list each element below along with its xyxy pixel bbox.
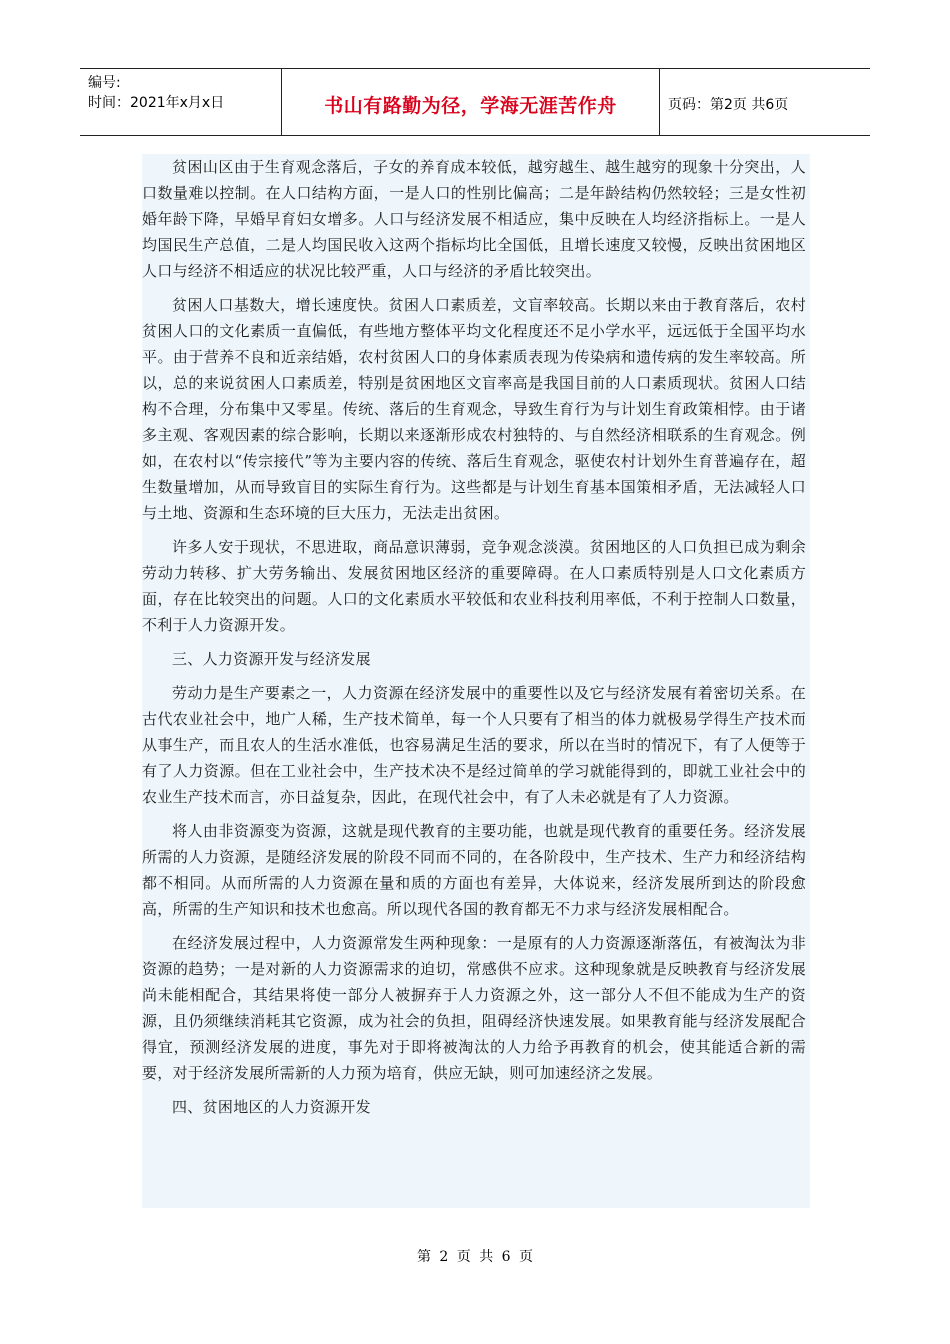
header-motto: 书山有路勤为径，学海无涯苦作舟 [282,69,660,135]
document-body [142,154,810,1208]
page-footer: 第 2 页 共 6 页 [416,1249,534,1265]
document-number-label: 编号: [88,75,121,91]
header-meta [80,69,282,135]
section-heading: 四、贫困地区的人力资源开发 [172,1098,371,1116]
header-page-info: 页码：第2页 共6页 [668,97,789,113]
paragraph: 许多人安于现状，不思进取，商品意识薄弱，竞争观念淡漠。贫困地区的人口负担已成为剩余劳动力转移、扩大劳务输出、发展贫困地区经济的重要障碍。在人口素质特别是人口文化素质方面，存在比较突出的问题。人口的文化素质水平较低和农业科技利用率低，不利于控制人口数量，不利于人力资源开发。 [142,538,806,634]
paragraph: 贫困山区由于生育观念落后，子女的养育成本较低，越穷越生、越生越穷的现象十分突出，人口数量难以控制。在人口结构方面，一是人口的性别比偏高；二是年龄结构仍然较轻；三是女性初婚年龄下降，早婚早育妇女增多。人口与经济发展不相适应，集中反映在人均经济指标上。一是人均国民生产总值，二是人均国民收入这两个指标均比全国低，且增长速度又较慢，反映出贫困地区人口与经济不相适应的状况比较严重，人口与经济的矛盾比较突出。 [142,158,806,280]
paragraph: 劳动力是生产要素之一，人力资源在经济发展中的重要性以及它与经济发展有着密切关系。在古代农业社会中，地广人稀，生产技术简单，每一个人只要有了相当的体力就极易学得生产技术而从事生产，而且农人的生活水准低，也容易满足生活的要求，所以在当时的情况下，有了人便等于有了人力资源。但在工业社会中，生产技术决不是经过简单的学习就能得到的，即就工业社会中的农业生产技术而言，亦日益复杂，因此，在现代社会中，有了人未必就是有了人力资源。 [142,684,806,806]
paragraph: 贫困人口基数大，增长速度快。贫困人口素质差，文盲率较高。长期以来由于教育落后，农村贫困人口的文化素质一直偏低，有些地方整体平均文化程度还不足小学水平，远远低于全国平均水平。由于营养不良和近亲结婚，农村贫困人口的身体素质表现为传染病和遗传病的发生率较高。所以，总的来说贫困人口素质差，特别是贫困地区文盲率高是我国目前的人口素质现状。贫困人口结构不合理，分布集中又零星。传统、落后的生育观念，导致生育行为与计划生育政策相悖。由于诸多主观、客观因素的综合影响，长期以来逐渐形成农村独特的、与自然经济相联系的生育观念。例如，在农村以“传宗接代”等为主要内容的传统、落后生育观念，驱使农村计划外生育普遍存在，超生数量增加，从而导致盲目的实际生育行为。这些都是与计划生育基本国策相矛盾，无法减轻人口与土地、资源和生态环境的巨大压力，无法走出贫困。 [142,296,806,522]
paragraph: 将人由非资源变为资源，这就是现代教育的主要功能，也就是现代教育的重要任务。经济发展所需的人力资源，是随经济发展的阶段不同而不同的，在各阶段中，生产技术、生产力和经济结构都不相同。从而所需的人力资源在量和质的方面也有差异，大体说来，经济发展所到达的阶段愈高，所需的生产知识和技术也愈高。所以现代各国的教育都无不力求与经济发展相配合。 [142,822,806,918]
paragraph: 在经济发展过程中，人力资源常发生两种现象：一是原有的人力资源逐渐落伍，有被淘汰为非资源的趋势；一是对新的人力资源需求的迫切，常感供不应求。这种现象就是反映教育与经济发展尚未能相配合，其结果将使一部分人被摒弃于人力资源之外，这一部分人不但不能成为生产的资源，且仍须继续消耗其它资源，成为社会的负担，阻碍经济快速发展。如果教育能与经济发展配合得宜，预测经济发展的进度，事先对于即将被淘汰的人力给予再教育的机会，使其能适合新的需要，对于经济发展所需新的人力预为培育，供应无缺，则可加速经济之发展。 [142,934,806,1082]
document-time: 时间：2021年x月x日 [88,95,225,111]
page-header [80,68,870,136]
section-heading: 三、人力资源开发与经济发展 [172,650,371,668]
